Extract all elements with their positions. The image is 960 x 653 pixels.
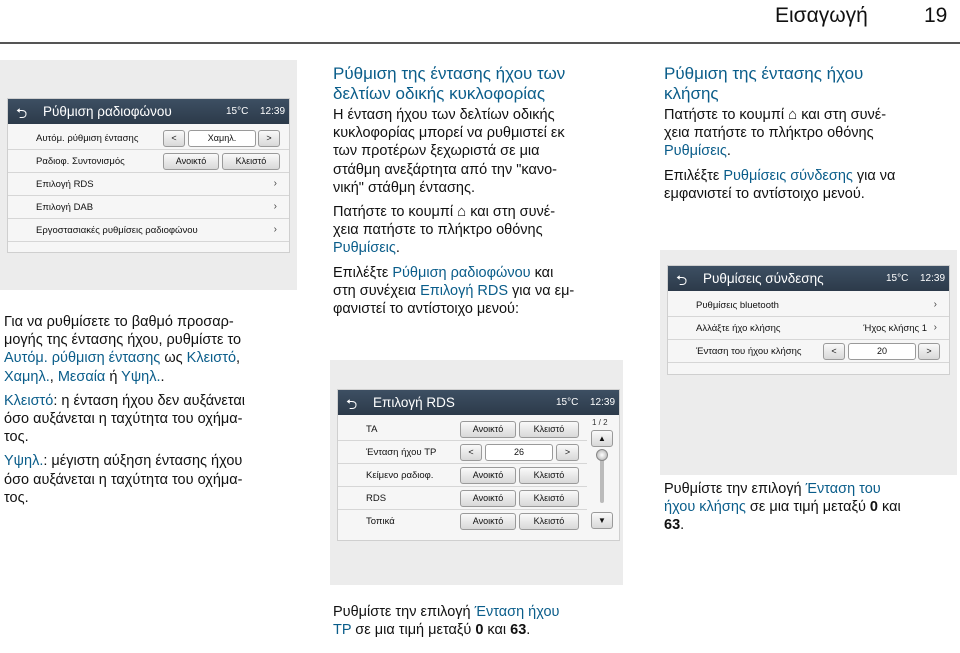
menu-name: Ρύθμιση ραδιοφώνου [392, 264, 531, 281]
row-label: Τοπικά [366, 516, 395, 527]
row-label: Εργοστασιακές ρυθμίσεις ραδιοφώνου [36, 225, 198, 236]
text-line [664, 167, 960, 185]
button-name: Ρυθμίσεις [664, 143, 727, 160]
text-line [664, 142, 960, 160]
ringtone-value: Ήχος κλήσης 1 [863, 323, 927, 334]
value-max: 63 [510, 622, 527, 639]
row-label: Επιλογή RDS [36, 179, 94, 190]
text-span: . [726, 143, 731, 160]
prev-button[interactable]: < [163, 130, 185, 147]
text-line: τος. [4, 489, 29, 506]
prev-button[interactable]: < [823, 343, 845, 360]
option-off-button[interactable]: Κλειστό [222, 153, 280, 170]
text-line: όσο αυξάνεται η ταχύτητα του οχήμα- [4, 471, 243, 488]
option-on-button[interactable]: Ανοικτό [460, 467, 516, 484]
chevron-right-icon: › [933, 322, 937, 333]
text-line [664, 106, 960, 124]
clock: 12:39 [920, 273, 946, 284]
right-bottom-text [664, 480, 960, 535]
row-label: Ραδιοφ. Συντονισμός [36, 156, 125, 167]
section-heading: Ρύθμιση της έντασης ήχου των [333, 64, 566, 83]
section-title: Εισαγωγή [775, 4, 868, 27]
row-label: Ένταση του ήχου κλήσης [696, 346, 802, 357]
menu-row-rds[interactable] [8, 173, 289, 196]
text-line: Η ένταση ήχου των δελτίων οδικής [333, 107, 555, 123]
text-span: . [680, 517, 685, 534]
text-span: για να εμ- [508, 282, 575, 299]
value-max: 63 [664, 517, 681, 534]
option-off-button[interactable]: Κλειστό [519, 421, 579, 438]
text-span: και στη συνέ- [797, 107, 887, 123]
paragraph [333, 203, 628, 258]
menu-row-radio-tuning[interactable] [8, 150, 289, 173]
menu-name: Επιλογή RDS [420, 282, 509, 299]
text-span: ως [160, 350, 187, 367]
setting-name: Αυτόμ. ρύθμιση έντασης [4, 350, 161, 367]
setting-name: ήχου κλήσης [664, 499, 746, 516]
back-icon[interactable]: ⮌ [676, 272, 688, 288]
menu-row-factory[interactable] [8, 219, 289, 242]
page-header [0, 0, 960, 44]
text-span: , [49, 368, 58, 385]
text-span: σε μια τιμή μεταξύ [745, 499, 870, 516]
menu-row-rds[interactable] [338, 487, 587, 510]
paragraph [664, 167, 960, 203]
setting-value: Μεσαία [57, 368, 106, 385]
menu-row-ringtone-volume[interactable] [668, 340, 949, 363]
row-label: RDS [366, 493, 387, 504]
button-name: Ρυθμίσεις [333, 240, 396, 257]
paragraph [333, 264, 628, 319]
text-line [4, 452, 299, 470]
text-line [664, 516, 960, 534]
setting-value: Υψηλ. [121, 368, 161, 385]
screen-title-bar [338, 390, 619, 415]
text-span: . [395, 240, 400, 257]
menu-row-local[interactable] [338, 510, 587, 533]
text-span: Επιλέξτε [664, 167, 724, 184]
menu-row-ringtone[interactable] [668, 317, 949, 340]
text-line: φανιστεί το αντίστοιχο μενού: [333, 301, 520, 318]
setting-name: TP [333, 622, 352, 639]
text-span: για να [852, 167, 896, 184]
text-line: κυκλοφορίας μπορεί να ρυθμιστεί εκ [333, 125, 565, 142]
row-label: Αυτόμ. ρύθμιση έντασης [36, 133, 139, 144]
setting-value: Κλειστό [4, 392, 54, 409]
screen-title-bar [8, 99, 289, 124]
mid-text [333, 64, 628, 318]
section-heading: δελτίων οδικής κυκλοφορίας [333, 84, 546, 103]
value-display: Χαμηλ. [188, 130, 256, 147]
row-label: Ένταση ήχου TP [366, 447, 437, 458]
text-line [4, 368, 299, 386]
text-span: Ρυθμίστε την επιλογή [333, 604, 475, 620]
text-line: μογής της έντασης ήχου, ρυθμίστε το [4, 332, 242, 349]
radio-settings-screen [7, 98, 290, 253]
back-icon[interactable]: ⮌ [16, 105, 28, 121]
menu-row-auto-volume[interactable] [8, 127, 289, 150]
scrollbar[interactable] [591, 418, 613, 534]
menu-row-radio-text[interactable] [338, 464, 587, 487]
text-line [4, 349, 299, 367]
chevron-right-icon: › [273, 224, 277, 235]
screen-title-bar [668, 266, 949, 291]
text-line: όσο αυξάνεται η ταχύτητα του οχήμα- [4, 411, 243, 428]
row-label: Επιλογή DAB [36, 202, 94, 213]
prev-button[interactable]: < [460, 444, 482, 461]
text-span: , [236, 350, 241, 367]
home-icon: ⌂ [788, 106, 798, 123]
text-span: Ρυθμίστε την επιλογή [664, 481, 806, 497]
option-on-button[interactable]: Ανοικτό [460, 513, 516, 530]
menu-row-dab[interactable] [8, 196, 289, 219]
value-min: 0 [475, 622, 484, 639]
row-label: Ρυθμίσεις bluetooth [696, 300, 779, 311]
scroll-down-button[interactable]: ▼ [591, 512, 613, 529]
option-off-button[interactable]: Κλειστό [519, 490, 579, 507]
page-number: 19 [924, 4, 948, 27]
text-line [333, 621, 628, 639]
text-line [4, 392, 299, 410]
text-span: . [160, 368, 165, 385]
next-button[interactable]: > [556, 444, 579, 461]
text-span: Πατήστε το κουμπί [664, 107, 789, 123]
right-text [664, 64, 960, 203]
temperature: 15°C [556, 397, 579, 408]
connection-settings-screen [667, 265, 950, 375]
section-heading: Ρύθμιση της έντασης ήχου [664, 64, 864, 83]
text-span: . [526, 622, 531, 639]
text-line: στάθμη ανεξάρτητα από την "κανο- [333, 161, 558, 178]
next-button[interactable]: > [258, 130, 280, 147]
text-span: σε μια τιμή μεταξύ [351, 622, 476, 639]
screen-title: Ρυθμίσεις σύνδεσης [703, 271, 824, 286]
home-icon: ⌂ [457, 203, 467, 221]
scroll-up-button[interactable]: ▲ [591, 430, 613, 447]
setting-name: Ένταση του [805, 481, 881, 497]
text-span: Επιλέξτε [333, 264, 393, 281]
temperature: 15°C [886, 273, 909, 284]
screen-title: Ρύθμιση ραδιοφώνου [43, 104, 172, 119]
text-line [333, 603, 628, 621]
clock: 12:39 [590, 397, 616, 408]
setting-value: Υψηλ. [4, 453, 44, 470]
text-span: και [530, 264, 554, 281]
mid-bottom-text [333, 603, 628, 639]
paragraph [333, 106, 628, 197]
next-button[interactable]: > [918, 343, 940, 360]
section-heading: κλήσης [664, 84, 719, 103]
chevron-right-icon: › [933, 299, 937, 310]
value-min: 0 [869, 499, 878, 516]
text-span: ή [105, 368, 122, 385]
value-display: 26 [485, 444, 553, 461]
text-line: Για να ρυθμίσετε το βαθμό προσαρ- [4, 314, 234, 330]
value-display: 20 [848, 343, 916, 360]
text-line [333, 239, 628, 257]
menu-name: Ρυθμίσεις σύνδεσης [723, 167, 853, 184]
rds-options-screen [337, 389, 620, 541]
text-line [333, 264, 628, 282]
setting-value: Κλειστό [186, 350, 237, 367]
option-off-button[interactable]: Κλειστό [519, 467, 579, 484]
scroll-thumb[interactable] [596, 449, 608, 461]
text-line [664, 498, 960, 516]
text-span: και [483, 622, 511, 639]
text-line: χεια πατήστε το πλήκτρο οθόνης [333, 222, 543, 239]
left-text [4, 313, 299, 507]
clock: 12:39 [260, 106, 286, 117]
option-on-button[interactable]: Ανοικτό [460, 490, 516, 507]
option-off-button[interactable]: Κλειστό [519, 513, 579, 530]
text-line: νική" στάθμη έντασης. [333, 179, 475, 196]
text-line [333, 282, 628, 300]
row-label: Αλλάξτε ήχο κλήσης [696, 323, 781, 334]
option-on-button[interactable]: Ανοικτό [163, 153, 219, 170]
menu-row-bluetooth[interactable] [668, 294, 949, 317]
chevron-right-icon: › [273, 178, 277, 189]
row-label: Κείμενο ραδιοφ. [366, 470, 434, 481]
text-span: και [877, 499, 901, 516]
text-line: τος. [4, 429, 29, 446]
text-line: εμφανιστεί το αντίστοιχο μενού. [664, 185, 865, 202]
text-line [333, 203, 628, 221]
screen-title: Επιλογή RDS [373, 395, 455, 410]
text-line: των προτέρων ξεχωριστά σε μια [333, 143, 540, 160]
paragraph [664, 106, 960, 161]
setting-name: Ένταση ήχου [474, 604, 560, 620]
text-span: Πατήστε το κουμπί [333, 204, 458, 221]
temperature: 15°C [226, 106, 249, 117]
page-indicator: 1 / 2 [592, 418, 608, 427]
row-label: TA [366, 424, 378, 435]
menu-row-tp-volume[interactable] [338, 441, 587, 464]
setting-value: Χαμηλ. [4, 368, 50, 385]
text-span: : μέγιστη αύξηση έντασης ήχου [43, 453, 243, 470]
text-span: : η ένταση ήχου δεν αυξάνεται [53, 392, 245, 409]
option-on-button[interactable]: Ανοικτό [460, 421, 516, 438]
text-line [664, 480, 960, 498]
chevron-right-icon: › [273, 201, 277, 212]
text-span: στη συνέχεια [333, 282, 421, 299]
menu-row-ta[interactable] [338, 418, 587, 441]
back-icon[interactable]: ⮌ [346, 396, 358, 412]
text-line: χεια πατήστε το πλήκτρο οθόνης [664, 125, 874, 142]
text-span: και στη συνέ- [466, 204, 556, 221]
